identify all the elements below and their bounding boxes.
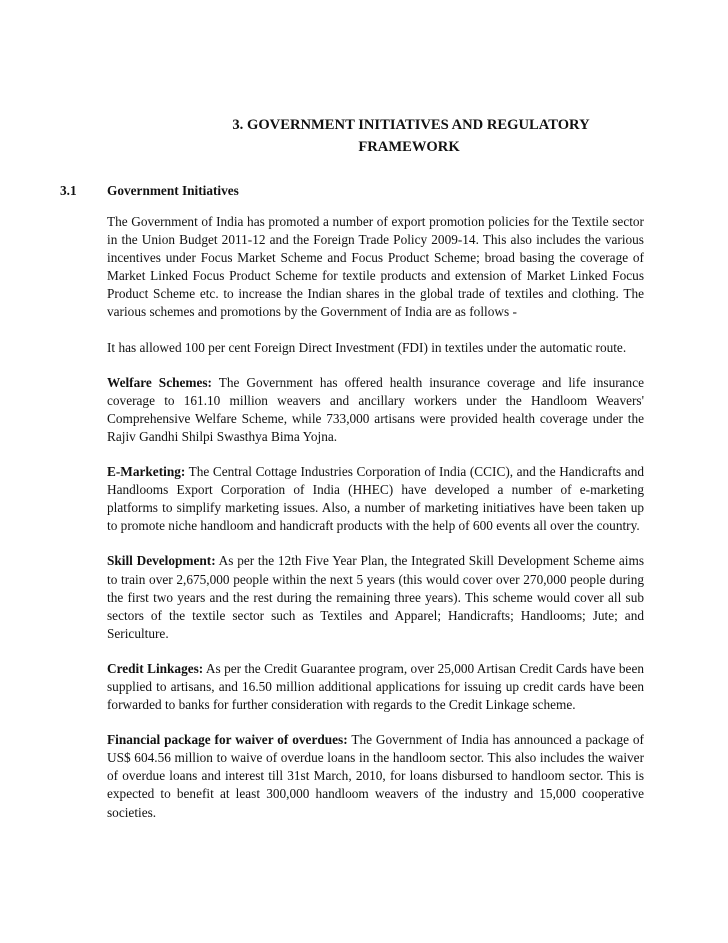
- credit-paragraph: [107, 660, 644, 714]
- skill-label: Skill Development:: [107, 553, 216, 569]
- welfare-label: Welfare Schemes:: [107, 374, 212, 390]
- chapter-title: [60, 114, 728, 158]
- financial-paragraph: [107, 731, 644, 821]
- fdi-paragraph: It has allowed 100 per cent Foreign Direct Investment (FDI) in textiles under the automatic route.: [107, 339, 627, 355]
- emarketing-label: E-Marketing:: [107, 464, 186, 480]
- welfare-paragraph: [107, 374, 644, 446]
- section-body: [107, 213, 644, 839]
- section-number: 3.1: [60, 183, 77, 198]
- credit-label: Credit Linkages:: [107, 660, 204, 676]
- financial-text: The Government of India has announced a package of US$ 604.56 million to waive of overdue loans in the handloom sector. This also includes the waiver of overdue loans and interest till 31st March, 2010, for loans disbursed to handloom sector. This is expected to benefit at least 300,000 handloom weavers of the industry and 15,000 cooperative societies.: [107, 732, 644, 820]
- welfare-text: The Government has offered health insurance coverage and life insurance coverage to 161.10 million weavers and ancillary workers under the Handloom Weavers' Comprehensive Welfare Scheme, while 733,000 artisans were provided health coverage under the Rajiv Gandhi Shilpi Swasthya Bima Yojna.: [107, 374, 644, 444]
- intro-paragraph: The Government of India has promoted a number of export promotion policies for the Textile sector in the Union Budget 2011-12 and the Foreign Trade Policy 2009-14. This also includes the various incentives under Focus Market Scheme and Focus Product Scheme; broad basing the coverage of Market Linked Focus Product Scheme for textile products and extension of Market Linked Focus Product Scheme etc. to increase the Indian shares in the global trade of textiles and clothing. The various schemes and promotions by the Government of India are as follows -: [107, 214, 644, 320]
- skill-paragraph: [107, 552, 644, 642]
- credit-text: As per the Credit Guarantee program, over 25,000 Artisan Credit Cards have been supplied to artisans, and 16.50 million additional applications for issuing up credit cards have been forwarded to banks for further consideration with regards to the Credit Linkage scheme.: [107, 660, 644, 713]
- chapter-title-line-1: 3. GOVERNMENT INITIATIVES AND REGULATORY: [232, 117, 590, 133]
- emarketing-paragraph: [107, 463, 644, 535]
- chapter-title-line-2: FRAMEWORK: [358, 139, 460, 155]
- skill-text: As per the 12th Five Year Plan, the Integrated Skill Development Scheme aims to train over 2,675,000 people within the next 5 years (this would cover over 270,000 people during the first two years and the rest during the remaining three years). This scheme would cover all sub sectors of the textile sector such as Textiles and Apparel; Handicrafts; Handlooms; Jute; and Sericulture.: [107, 553, 644, 641]
- emarketing-text: The Central Cottage Industries Corporation of India (CCIC), and the Handicrafts and Handlooms Export Corporation of India (HHEC) have developed a number of e-marketing platforms to simplify marketing issues. Also, a number of marketing initiatives have been taken up to promote niche handloom and handicraft products with the help of 600 events all over the country.: [107, 464, 644, 534]
- section-heading: Government Initiatives: [107, 183, 239, 198]
- financial-label: Financial package for waiver of overdues:: [107, 732, 348, 748]
